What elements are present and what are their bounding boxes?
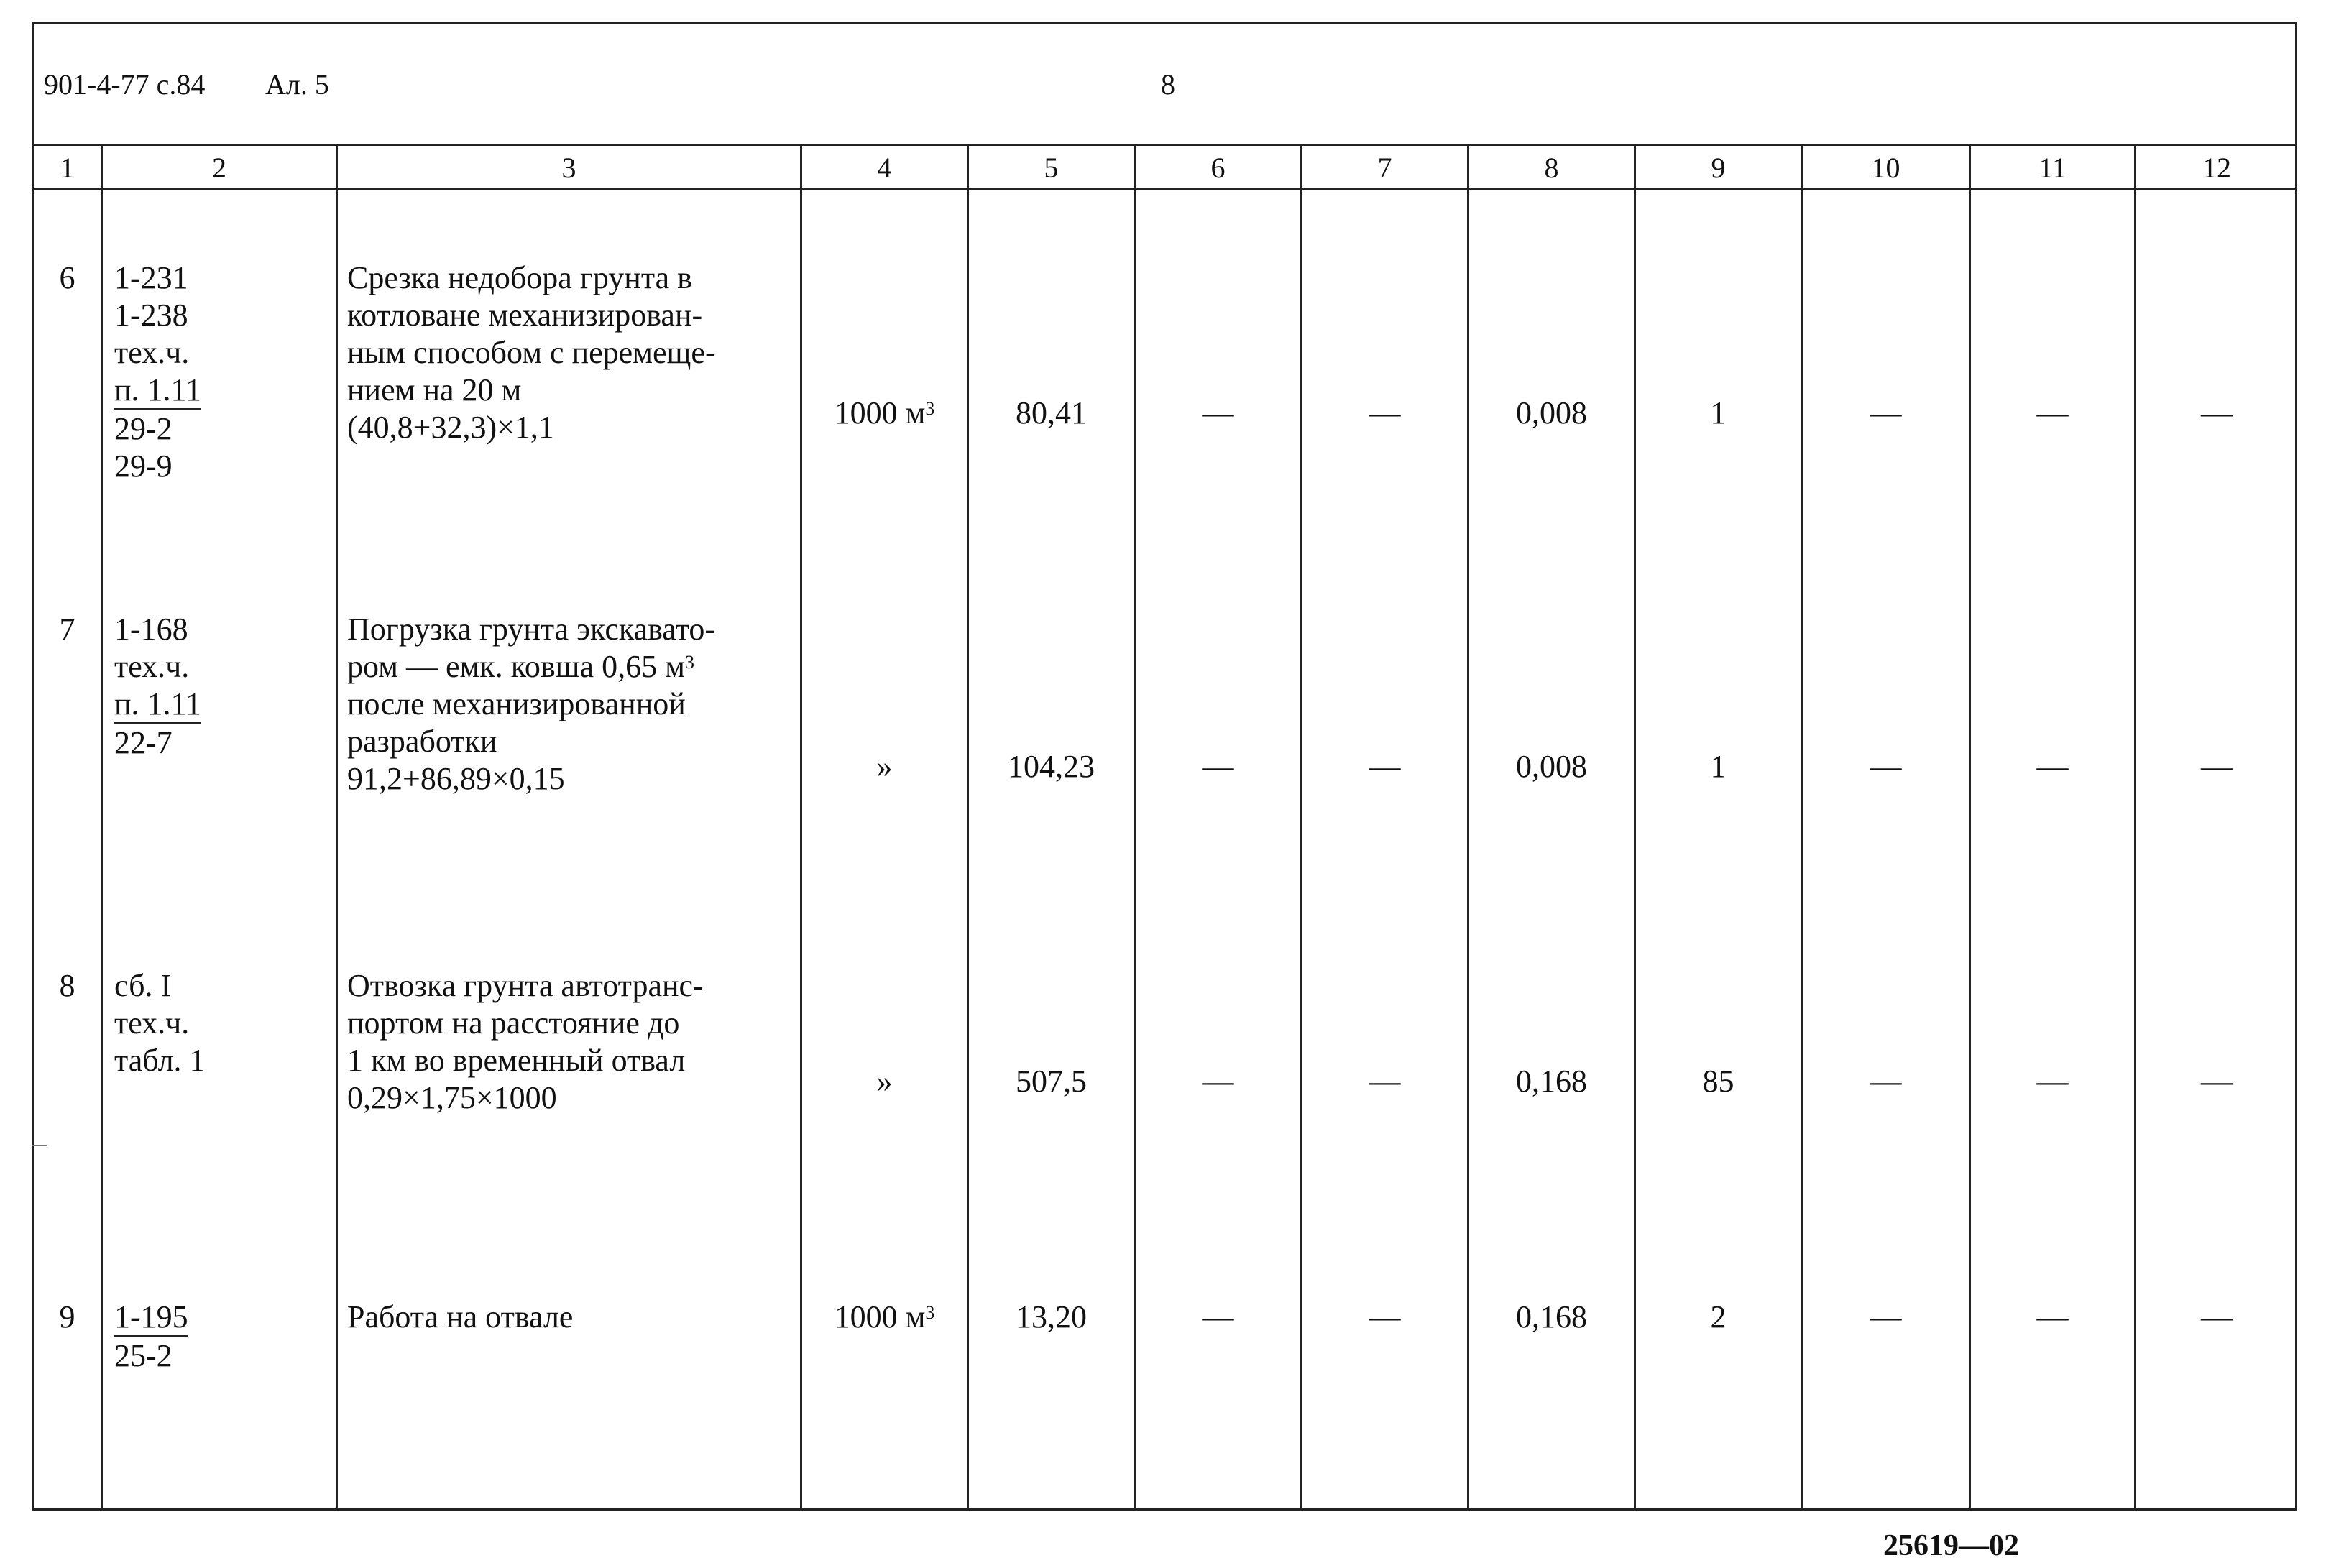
unit: » — [876, 1064, 893, 1099]
cell-col10: — — [1870, 395, 1902, 430]
cell-col9: 1 — [1710, 395, 1727, 430]
work-description — [347, 259, 716, 446]
description-line: Отвозка грунта автотранс- — [347, 968, 704, 1003]
column-number: 3 — [561, 152, 576, 184]
cell-col10: — — [1870, 1299, 1902, 1334]
column-divider — [336, 146, 338, 1508]
row-number: 8 — [59, 968, 75, 1003]
cell-col10: — — [1870, 749, 1902, 784]
reference-code: 29-2 — [114, 411, 173, 446]
quantity: 104,23 — [1008, 749, 1095, 784]
description-superscript: 3 — [684, 652, 694, 673]
reference-code: п. 1.11 — [114, 686, 201, 724]
cell-col12: — — [2201, 749, 2233, 784]
cell-col6: — — [1202, 1299, 1234, 1334]
description-line: (40,8+32,3)×1,1 — [347, 410, 554, 445]
reference-code: тех.ч. — [114, 1005, 190, 1041]
column-number: 12 — [2202, 152, 2231, 184]
cell-col7: — — [1369, 749, 1401, 784]
cell-col6: — — [1202, 395, 1234, 430]
reference-code: табл. 1 — [114, 1043, 206, 1078]
quantity: 80,41 — [1016, 395, 1087, 430]
column-number: 4 — [877, 152, 892, 184]
cell-col12: — — [2201, 395, 2233, 430]
column-number: 8 — [1544, 152, 1559, 184]
cell-col7: — — [1369, 1064, 1401, 1099]
unit: » — [876, 749, 893, 784]
description-line: после механизированной — [347, 686, 686, 721]
column-number: 7 — [1377, 152, 1392, 184]
quantity: 507,5 — [1016, 1064, 1087, 1099]
cell-col8: 0,008 — [1516, 395, 1587, 430]
sheet-label: Ал. 5 — [265, 68, 329, 101]
description-line: Срезка недобора грунта в — [347, 260, 692, 295]
unit — [802, 1299, 967, 1336]
unit-superscript: 3 — [925, 1302, 935, 1323]
cell-col11: — — [2036, 749, 2069, 784]
unit-text: 1000 м — [834, 395, 926, 430]
unit-superscript: 3 — [925, 398, 935, 419]
row-number: 6 — [59, 260, 75, 295]
cell-col8: 0,168 — [1516, 1299, 1587, 1334]
cell-col9: 1 — [1710, 749, 1727, 784]
reference-code: 1-168 — [114, 612, 188, 647]
column-number: 5 — [1044, 152, 1059, 184]
cell-col11: — — [2036, 395, 2069, 430]
column-divider — [101, 146, 103, 1508]
description-line: Погрузка грунта экскавато- — [347, 612, 715, 647]
description-line: котловане механизирован- — [347, 298, 703, 333]
cell-col8: 0,168 — [1516, 1064, 1587, 1099]
unit — [802, 395, 967, 432]
cell-col10: — — [1870, 1064, 1902, 1099]
reference-code: 1-238 — [114, 298, 188, 333]
cell-col9: 85 — [1702, 1064, 1734, 1099]
reference-codes — [114, 1299, 188, 1375]
column-number: 6 — [1210, 152, 1226, 184]
description-line: разработки — [347, 724, 497, 759]
reference-codes — [114, 611, 201, 762]
cell-col12: — — [2201, 1299, 2233, 1334]
reference-code: тех.ч. — [114, 649, 190, 684]
column-number: 2 — [212, 152, 226, 184]
cell-col11: — — [2036, 1064, 2069, 1099]
column-number: 1 — [60, 152, 75, 184]
margin-mark — [32, 1145, 47, 1146]
reference-code: сб. I — [114, 968, 172, 1003]
cell-col7: — — [1369, 1299, 1401, 1334]
unit-text: 1000 м — [834, 1299, 926, 1334]
description-line: Работа на отвале — [347, 1299, 574, 1334]
cell-col9: 2 — [1710, 1299, 1727, 1334]
cell-col6: — — [1202, 749, 1234, 784]
description-line: ром — емк. ковша 0,65 м — [347, 649, 685, 684]
row-number: 7 — [59, 612, 75, 647]
document-code: 901-4-77 с.84 — [44, 68, 206, 101]
reference-code: 1-195 — [114, 1299, 188, 1337]
description-line: 91,2+86,89×0,15 — [347, 761, 565, 796]
cell-col8: 0,008 — [1516, 749, 1587, 784]
cell-col12: — — [2201, 1064, 2233, 1099]
footer-code: 25619—02 — [1883, 1529, 2019, 1562]
description-line: ным способом с перемеще- — [347, 335, 716, 370]
work-description — [347, 967, 704, 1117]
reference-code: 29-9 — [114, 448, 173, 484]
reference-code: 1-231 — [114, 260, 188, 295]
reference-codes — [114, 967, 206, 1079]
description-line: нием на 20 м — [347, 372, 522, 407]
reference-code: 22-7 — [114, 725, 173, 760]
work-description — [347, 611, 715, 798]
column-number: 9 — [1711, 152, 1726, 184]
reference-codes — [114, 259, 201, 485]
work-description — [347, 1299, 573, 1336]
reference-code: п. 1.11 — [114, 372, 201, 410]
sheet-header — [34, 24, 2295, 146]
row-number: 9 — [59, 1299, 75, 1334]
description-line: 1 км во временный отвал — [347, 1043, 686, 1078]
description-line: 0,29×1,75×1000 — [347, 1080, 557, 1115]
estimate-sheet — [32, 22, 2297, 1511]
quantity: 13,20 — [1016, 1299, 1087, 1334]
page-number: 8 — [1161, 68, 1175, 101]
cell-col11: — — [2036, 1299, 2069, 1334]
column-number: 10 — [1871, 152, 1900, 184]
description-line: портом на расстояние до — [347, 1005, 680, 1041]
reference-code: 25-2 — [114, 1338, 173, 1373]
cell-col6: — — [1202, 1064, 1234, 1099]
column-number: 11 — [2038, 152, 2067, 184]
reference-code: тех.ч. — [114, 335, 190, 370]
cell-col7: — — [1369, 395, 1401, 430]
